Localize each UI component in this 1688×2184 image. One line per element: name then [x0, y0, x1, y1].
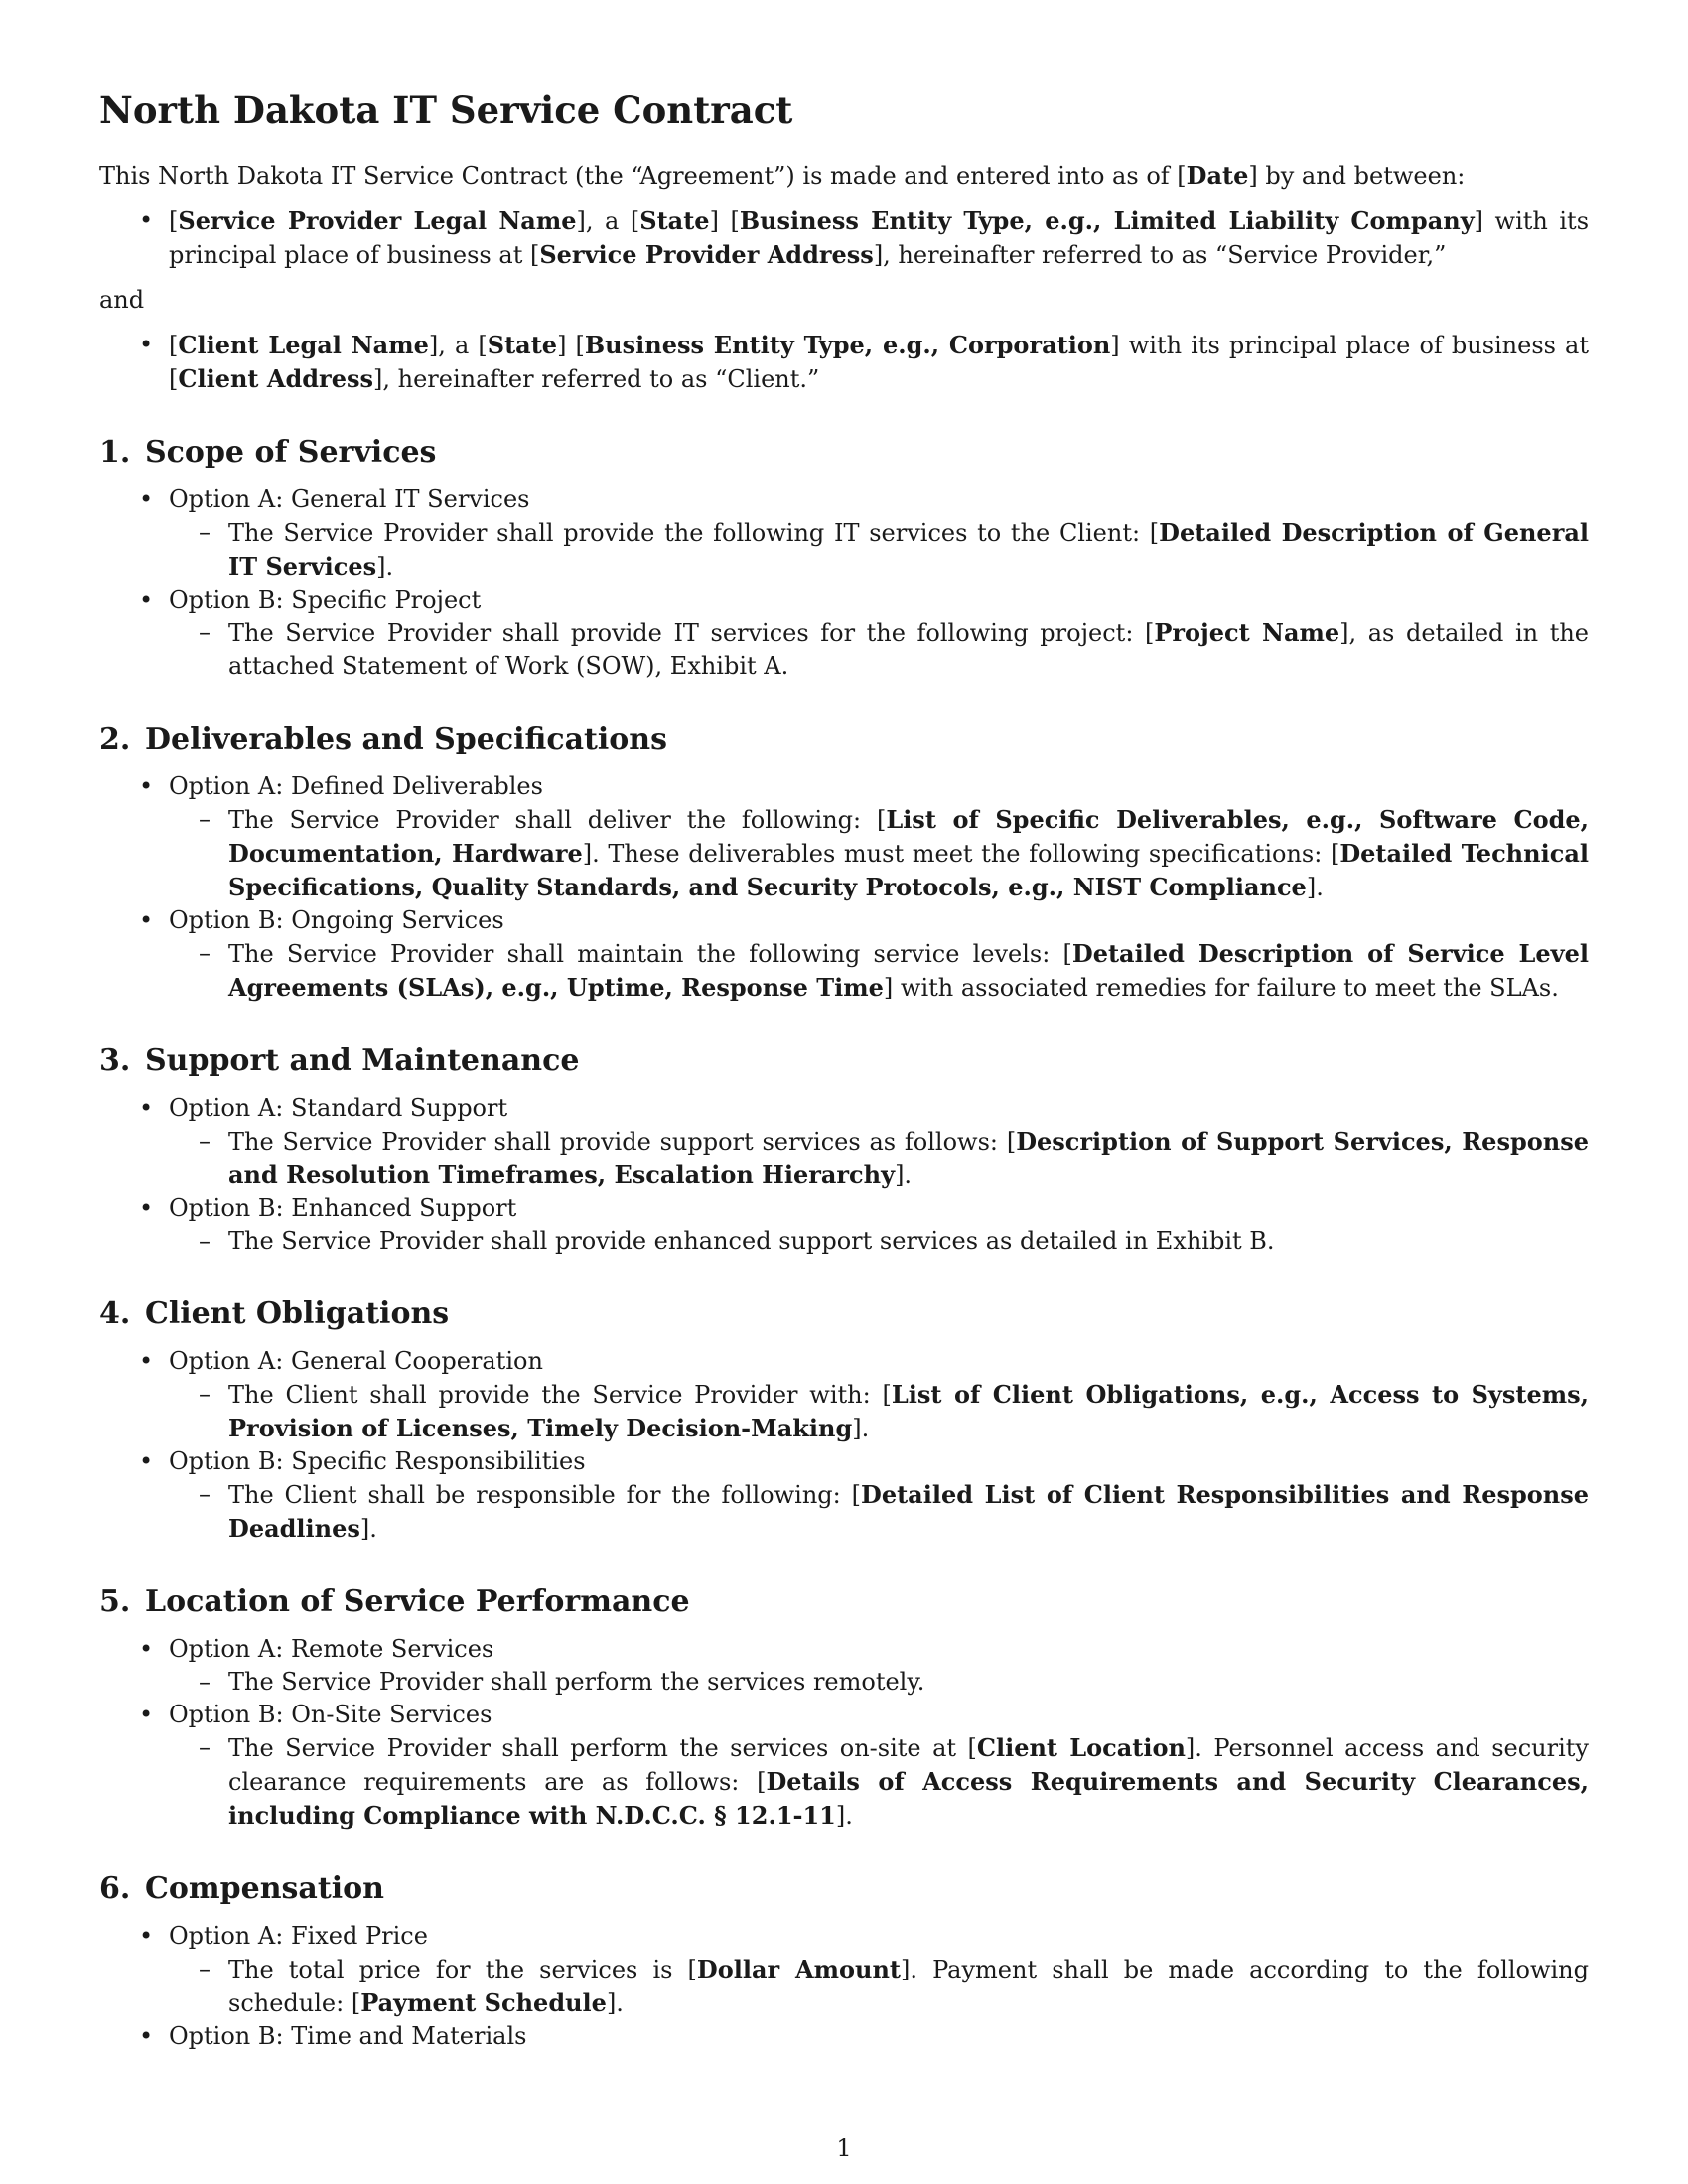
option-label: Option A: General Cooperation — [169, 1347, 543, 1375]
option-detail-list — [169, 1666, 1589, 1699]
option-label: Option A: Fixed Price — [169, 1922, 428, 1950]
section-title: Client Obligations — [145, 1297, 450, 1331]
option-item — [99, 1633, 1589, 1699]
option-label: Option B: On-Site Services — [169, 1701, 492, 1728]
client-state-placeholder: State — [487, 331, 558, 359]
detail-text: The Service Provider shall provide support services as follows: [ — [228, 1128, 1017, 1156]
detail-text: ] with associated remedies for failure to meet the SLAs. — [883, 974, 1559, 1002]
option-detail — [169, 937, 1589, 1005]
section-title: Location of Service Performance — [145, 1584, 690, 1619]
section-heading — [99, 1296, 1589, 1333]
and-connector: and — [99, 286, 145, 314]
option-detail — [169, 616, 1589, 683]
detail-text: The Client shall be responsible for the following: [ — [228, 1481, 862, 1509]
party-text: ], a [ — [576, 207, 640, 235]
option-label: Option A: Defined Deliverables — [169, 772, 543, 800]
provider-state-placeholder: State — [639, 206, 710, 235]
placeholder-bold: Project Name — [1154, 618, 1340, 647]
placeholder-bold: Detailed Description of General IT Services — [228, 518, 1590, 581]
placeholder-bold: Dollar Amount — [696, 1955, 902, 1983]
option-list — [99, 770, 1589, 1005]
option-detail-list — [169, 1478, 1589, 1546]
detail-text: The Service Provider shall maintain the following service levels: [ — [228, 940, 1072, 968]
section-number: 5. — [99, 1584, 131, 1619]
section-number: 6. — [99, 1871, 131, 1906]
section-title: Scope of Services — [145, 435, 437, 470]
placeholder-bold: Detailed Technical Specifications, Quality Standards, and Security Protocols, e.g., NIST Compliance — [228, 839, 1589, 901]
intro-paragraph — [99, 159, 1589, 193]
option-item — [99, 1345, 1589, 1445]
option-detail — [169, 516, 1589, 584]
option-detail-list — [169, 1378, 1589, 1445]
detail-text: ]. Personnel access and security clearance requirements are as follows: [ — [228, 1734, 1589, 1796]
party-text: ] with its principal place of business at [ — [169, 207, 1590, 269]
option-detail — [169, 1125, 1589, 1192]
contract-page — [99, 87, 1589, 2053]
option-label: Option A: General IT Services — [169, 485, 530, 513]
option-item — [99, 1192, 1589, 1258]
option-label: Option B: Specific Project — [169, 586, 482, 614]
section-heading — [99, 1042, 1589, 1080]
detail-text: ]. — [852, 1415, 870, 1442]
option-item — [99, 483, 1589, 584]
option-item — [99, 1699, 1589, 1833]
placeholder-bold: List of Client Obligations, e.g., Access to Systems, Provision of Licenses, Timely Decision-Making — [228, 1380, 1589, 1442]
party-text: ] [ — [557, 332, 585, 359]
option-detail — [169, 1378, 1589, 1445]
option-list — [99, 1633, 1589, 1833]
section-number: 3. — [99, 1043, 131, 1078]
option-label: Option B: Time and Materials — [169, 2022, 527, 2050]
option-item — [99, 904, 1589, 1005]
party-text: ] with its principal place of business at [ — [169, 332, 1590, 393]
placeholder-bold: Description of Support Services, Response and Resolution Timeframes, Escalation Hierarchy — [228, 1127, 1589, 1189]
detail-text: The Client shall provide the Service Provider with: [ — [228, 1381, 892, 1409]
party-list-client — [99, 329, 1589, 396]
detail-text: ]. — [376, 553, 394, 581]
detail-text: ]. These deliverables must meet the following specifications: [ — [582, 840, 1340, 868]
option-detail-list — [169, 616, 1589, 683]
option-detail — [169, 1953, 1589, 2020]
party-text: ], hereinafter referred to as “Client.” — [373, 365, 820, 393]
option-detail-list — [169, 1125, 1589, 1192]
option-detail — [169, 1478, 1589, 1546]
provider-entity-placeholder: Business Entity Type, e.g., Limited Liability Company — [739, 206, 1475, 235]
section-number: 4. — [99, 1297, 131, 1331]
intro-text: This North Dakota IT Service Contract (the “Agreement”) is made and entered into as of [ — [99, 162, 1187, 190]
intro-text: ] by and between: — [1248, 162, 1466, 190]
option-detail — [169, 1666, 1589, 1699]
party-text: ] [ — [709, 207, 740, 235]
section-title: Compensation — [145, 1871, 384, 1906]
placeholder-bold: List of Specific Deliverables, e.g., Software Code, Documentation, Hardware — [228, 805, 1590, 868]
option-label: Option B: Specific Responsibilities — [169, 1447, 586, 1475]
option-label: Option A: Standard Support — [169, 1094, 508, 1122]
client-address-placeholder: Client Address — [178, 364, 373, 393]
placeholder-bold: Client Location — [976, 1733, 1186, 1762]
detail-text: The Service Provider shall perform the services remotely. — [228, 1668, 925, 1696]
document-title: North Dakota IT Service Contract — [99, 88, 793, 132]
party-list-provider — [99, 205, 1589, 272]
option-item — [99, 2020, 1589, 2053]
placeholder-bold: Details of Access Requirements and Security Clearances, including Compliance with N.D.C.C. § 12.1-11 — [228, 1767, 1589, 1830]
detail-text: ]. — [835, 1802, 853, 1830]
option-label: Option B: Ongoing Services — [169, 906, 504, 934]
placeholder-bold: Detailed List of Client Responsibilities and Response Deadlines — [228, 1480, 1589, 1543]
section-number: 1. — [99, 435, 131, 470]
option-label: Option A: Remote Services — [169, 1635, 494, 1663]
detail-text: The Service Provider shall deliver the following: [ — [228, 806, 887, 834]
section-heading — [99, 1583, 1589, 1621]
section-heading — [99, 434, 1589, 472]
detail-text: ]. — [895, 1161, 913, 1189]
option-list — [99, 1345, 1589, 1546]
party-text: [ — [169, 332, 179, 359]
detail-text: The total price for the services is [ — [228, 1956, 697, 1983]
detail-text: The Service Provider shall perform the services on-site at [ — [228, 1734, 977, 1762]
detail-text: ]. Payment shall be made according to the following schedule: [ — [228, 1956, 1589, 2017]
service-provider-party — [99, 205, 1589, 272]
placeholder-bold: Payment Schedule — [360, 1988, 607, 2017]
option-detail-list — [169, 1225, 1589, 1258]
client-name-placeholder: Client Legal Name — [178, 331, 429, 359]
detail-text: ]. — [606, 1989, 624, 2017]
party-text: [ — [169, 207, 179, 235]
option-detail-list — [169, 1953, 1589, 2020]
page-number: 1 — [836, 2134, 852, 2162]
option-detail-list — [169, 803, 1589, 904]
placeholder-bold: Detailed Description of Service Level Agreements (SLAs), e.g., Uptime, Response Time — [228, 939, 1589, 1002]
option-list — [99, 1092, 1589, 1258]
section-title: Deliverables and Specifications — [145, 722, 667, 756]
detail-text: ], as detailed in the attached Statement of Work (SOW), Exhibit A. — [228, 619, 1589, 680]
provider-address-placeholder: Service Provider Address — [539, 240, 874, 269]
option-item — [99, 584, 1589, 683]
option-detail — [169, 1731, 1589, 1833]
option-item — [99, 1092, 1589, 1192]
detail-text: ]. — [359, 1515, 377, 1543]
party-text: ], hereinafter referred to as “Service Provider,” — [873, 241, 1447, 269]
option-list — [99, 483, 1589, 683]
option-item — [99, 770, 1589, 904]
option-detail-list — [169, 937, 1589, 1005]
option-detail — [169, 1225, 1589, 1258]
detail-text: The Service Provider shall provide IT services for the following project: [ — [228, 619, 1155, 647]
option-detail-list — [169, 516, 1589, 584]
option-item — [99, 1445, 1589, 1546]
section-title: Support and Maintenance — [145, 1043, 580, 1078]
provider-name-placeholder: Service Provider Legal Name — [178, 206, 577, 235]
date-placeholder: Date — [1186, 161, 1249, 190]
option-list — [99, 1920, 1589, 2053]
detail-text: The Service Provider shall provide enhanced support services as detailed in Exhibit B. — [228, 1227, 1275, 1255]
detail-text: ]. — [1306, 874, 1324, 901]
option-detail — [169, 803, 1589, 904]
client-entity-placeholder: Business Entity Type, e.g., Corporation — [584, 331, 1111, 359]
option-item — [99, 1920, 1589, 2020]
client-party — [99, 329, 1589, 396]
section-heading — [99, 1870, 1589, 1908]
section-heading — [99, 721, 1589, 758]
detail-text: The Service Provider shall provide the following IT services to the Client: [ — [228, 519, 1160, 547]
option-label: Option B: Enhanced Support — [169, 1194, 517, 1222]
section-number: 2. — [99, 722, 131, 756]
party-text: ], a [ — [428, 332, 488, 359]
option-detail-list — [169, 1731, 1589, 1833]
